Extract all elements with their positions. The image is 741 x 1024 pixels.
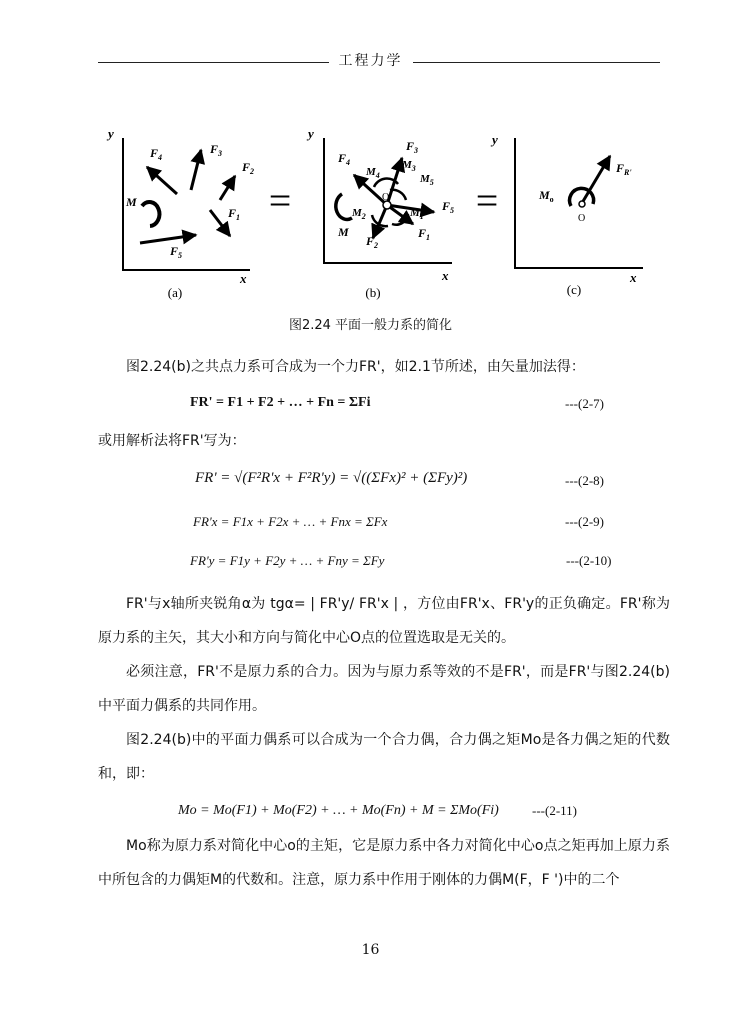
equation-number-2-10: ---(2-10) [566,553,612,568]
panel-b [306,126,454,300]
paragraph-main-moment: Mo称为原力系对简化中心o的主矩，它是原力系中各力对简化中心o点之矩再加上原力系中所包含的力偶矩M的代数和。注意，原力系中作用于刚体的力偶M(F，F ')中的二个 [98,838,670,888]
paragraph-main-vector: FR'与x轴所夹锐角α为 tgα= | FR'y/ FR'x | ，方位由FR'x、FR'y的正负确定。FR'称为原力系的主矢，其大小和方向与简化中心O点的位置选取是无关的。 [98,596,670,646]
y-label-a: y [108,126,114,141]
paragraph-intro: 图2.24(b)之共点力系可合成为一个力FR'，如2.1节所述，由矢量加法得： [126,359,585,375]
label-f3-b: $F_3$ [406,139,419,155]
equals-sign-2: = [475,178,499,223]
panel-label-b: (b) [365,285,381,300]
label-m4-b: $M_4$ [366,166,380,180]
paragraph-note: 必须注意，FR'不是原力系的合力。因为与原力系等效的不是FR'，而是FR'与图2.24(b)中平面力偶系的共同作用。 [98,664,670,714]
label-f4-a: $F_4$ [150,146,163,162]
label-f5-a: $F_5$ [170,244,183,260]
equation-number-2-11: ---(2-11) [532,803,577,818]
label-f3-a: $F_3$ [210,142,223,158]
equation-number-2-9: ---(2-9) [565,514,604,529]
label-mo-c: $M_o$ [539,188,554,204]
label-m-a: M [126,195,137,209]
label-m2-b: $M_2$ [352,207,366,221]
force-f3-a [191,150,201,190]
x-label-a: x [240,271,247,286]
label-m1-b: $M_1$ [410,207,424,221]
figure-caption: 图2.24 平面一般力系的简化 [288,318,453,333]
label-f2-b: $F_2$ [366,234,379,250]
paragraph-analytic: 或用解析法将FR'写为： [98,433,246,449]
label-m-b: M [338,225,349,239]
x-label-c: x [630,270,637,285]
label-m3-b: $M_3$ [402,159,416,173]
label-fr-c: $F_{R'}$ [616,161,632,177]
paragraph-couple: 图2.24(b)中的平面力偶系可以合成为一个合力偶，合力偶之矩Mo是各力偶之矩的代数和，即： [98,732,670,782]
label-origin-b: O [382,192,390,203]
force-f2-a [220,176,235,200]
label-f2-a: $F_2$ [242,160,255,176]
label-f1-b: $F_1$ [418,226,431,242]
equation-2-11: Mo = Mo(F1) + Mo(F2) + … + Mo(Fn) + M = ΣMo(Fi) [178,803,499,818]
panel-c [490,132,643,297]
equation-number-2-8: ---(2-8) [565,473,604,488]
label-f1-a: $F_1$ [228,206,241,222]
y-label-b: y [308,126,314,141]
figure-2-24 [90,120,660,305]
running-header [0,50,741,70]
y-label-c: y [492,132,498,147]
label-m5-b: $M_5$ [420,173,434,187]
header-title: 工程力学 [329,53,413,69]
x-label-b: x [442,268,449,283]
equation-2-7: FR' = F1 + F2 + … + Fn = ΣFi [190,395,371,410]
force-f1-a [210,210,230,236]
label-f5-b: $F_5$ [442,199,455,215]
panel-a [106,126,254,300]
page-number: 16 [361,942,380,958]
label-f4-b: $F_4$ [338,151,351,167]
panel-label-c: (c) [566,282,582,297]
force-f4-a [147,167,177,194]
equation-2-10: FR'y = F1y + F2y + … + Fny = ΣFy [190,553,385,568]
equation-2-9: FR'x = F1x + F2x + … + Fnx = ΣFx [193,514,388,529]
equation-2-8: FR' = √(F²R'x + F²R'y) = √((ΣFx)² + (ΣFy)²) [195,470,468,486]
force-f5-a [140,235,196,243]
force-fr-c [582,156,610,203]
label-origin-c: O [578,213,586,224]
origin-point-c [579,201,585,207]
equals-sign-1: = [268,178,292,223]
panel-label-a: (a) [167,285,183,300]
equation-number-2-7: ---(2-7) [565,396,604,411]
couple-m-a [142,202,159,226]
couple-m-b [336,194,352,219]
